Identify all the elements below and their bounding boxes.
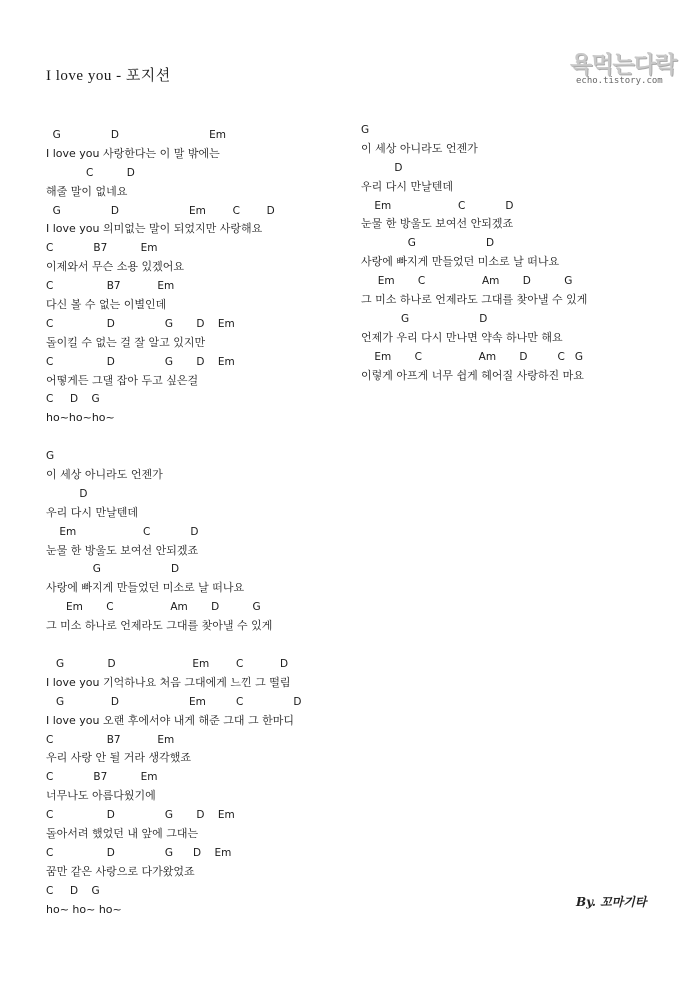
blank-line [46, 636, 366, 655]
left-column [46, 126, 366, 919]
chord-line: C B7 Em [46, 771, 158, 784]
song-title: I love you - 포지션 [46, 68, 171, 84]
chord-line: C D G D Em [46, 809, 235, 822]
lyric-line: 이렇게 아프게 너무 쉽게 헤어질 사랑하진 마요 [361, 368, 584, 382]
lyric-line: 해줄 말이 없네요 [46, 184, 128, 198]
site-logo [570, 52, 678, 92]
lyric-line: I love you 기억하나요 처음 그대에게 느낀 그 떨림 [46, 675, 291, 689]
lyric-line: I love you 의미없는 말이 되었지만 사랑해요 [46, 222, 263, 236]
lyric-line: 이 세상 아니라도 언젠가 [46, 468, 163, 482]
lyric-line: 우리 사랑 안 될 거라 생각했죠 [46, 751, 191, 765]
chord-line: G [46, 450, 55, 463]
chord-line: G D Em C D [46, 657, 289, 670]
lyric-line: 우리 다시 만날텐데 [46, 505, 139, 519]
author-byline: By. 꼬마기타 [576, 895, 647, 909]
chord-line: Em C D [361, 199, 514, 212]
lyric-line: 돌이킬 수 없는 걸 잘 알고 있지만 [46, 335, 206, 349]
lyric-line: 다신 볼 수 없는 이별인데 [46, 298, 167, 312]
chord-line: C D G D Em [46, 355, 235, 368]
lyric-line: 이 세상 아니라도 언젠가 [361, 141, 478, 155]
chord-line: C B7 Em [46, 733, 175, 746]
chord-line: C D [46, 166, 135, 179]
chord-line: C B7 Em [46, 242, 158, 255]
chord-line: G [361, 124, 370, 136]
chord-line: Em C D [46, 525, 199, 538]
lyric-line: I love you 사랑한다는 이 말 밖에는 [46, 146, 220, 160]
chord-line: Em C Am D G [361, 275, 573, 288]
logo-url: echo.tistory.com [576, 76, 663, 86]
lyric-line: 그 미소 하나로 언제라도 그대를 찾아낼 수 있게 [361, 293, 588, 307]
lyric-line: 어떻게든 그댈 잡아 두고 싶은걸 [46, 373, 199, 387]
lyric-line: ho~ ho~ ho~ [46, 902, 122, 916]
chord-line: C D G [46, 393, 100, 406]
lyric-line: 언제가 우리 다시 만나면 약속 하나만 해요 [361, 330, 563, 344]
lyric-line: 꿈만 같은 사랑으로 다가왔었죠 [46, 864, 195, 878]
blank-line [46, 428, 366, 447]
lyric-line: 우리 다시 만날텐데 [361, 179, 454, 193]
chord-line: Em C Am D C G [361, 350, 584, 363]
logo-text: 욕먹는다락 [570, 52, 677, 78]
chord-line: D [46, 487, 88, 500]
chord-line: G D [46, 563, 180, 576]
lyric-line: 이제와서 무슨 소용 있겠어요 [46, 260, 185, 274]
lyric-line: 눈물 한 방울도 보여선 안되겠죠 [361, 217, 514, 231]
chord-line: C B7 Em [46, 280, 175, 293]
lyric-line: 사랑에 빠지게 만들었던 미소로 날 떠나요 [46, 581, 245, 595]
lyric-line: ho~ho~ho~ [46, 411, 115, 425]
lyric-line: 눈물 한 방울도 보여선 안되겠죠 [46, 543, 199, 557]
chord-line: C D G [46, 884, 100, 897]
lyric-line: 돌아서려 했었던 내 앞에 그대는 [46, 826, 199, 840]
chord-line: G D Em C D [46, 204, 275, 217]
chord-line: C D G D Em [46, 317, 235, 330]
chord-line: Em C Am D G [46, 601, 261, 614]
lyric-line: 너무나도 아름다웠기에 [46, 789, 156, 803]
chord-line: C D G D Em [46, 846, 232, 859]
chord-line: G D [361, 312, 488, 325]
chord-line: G D [361, 237, 495, 250]
chord-line: D [361, 161, 403, 174]
lyric-line: I love you 오랜 후에서야 내게 해준 그대 그 한마디 [46, 713, 295, 727]
right-column [361, 121, 661, 385]
lyric-line: 그 미소 하나로 언제라도 그대를 찾아낼 수 있게 [46, 619, 273, 633]
chord-line: G D Em [46, 129, 226, 141]
chord-line: G D Em C D [46, 695, 302, 708]
lyric-line: 사랑에 빠지게 만들었던 미소로 날 떠나요 [361, 255, 560, 269]
